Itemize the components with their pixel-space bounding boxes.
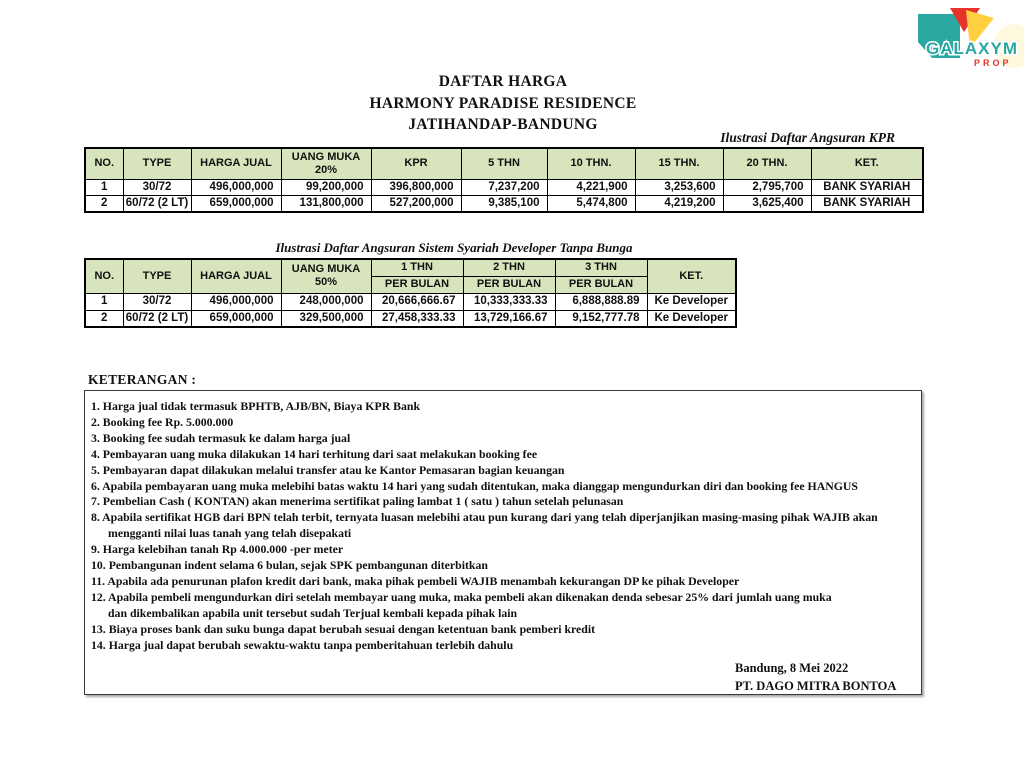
col-header-20thn: 20 THN.	[723, 148, 811, 179]
cell-kpr: 396,800,000	[371, 179, 461, 195]
keterangan-item-9: 9. Harga kelebihan tanah Rp 4.000.000 -per meter	[91, 542, 344, 557]
cell-5thn: 7,237,200	[461, 179, 547, 195]
cell-harga-jual: 659,000,000	[191, 310, 281, 327]
cell-harga-jual: 496,000,000	[191, 293, 281, 310]
keterangan-item-2: 2. Booking fee Rp. 5.000.000	[91, 414, 234, 429]
cell-uang-muka: 131,800,000	[281, 195, 371, 212]
cell-type: 60/72 (2 LT)	[123, 310, 191, 327]
keterangan-box	[84, 390, 922, 695]
keterangan-item-1: 1. Harga jual tidak termasuk BPHTB, AJB/BN, Biaya KPR Bank	[91, 399, 421, 413]
col-header-per-bulan-1: PER BULAN	[371, 276, 463, 293]
keterangan-item-12: 12. Apabila pembeli mengundurkan diri setelah membayar uang muka, maka pembeli akan dikenakan denda sebesar 25% dari jumlah uang muka	[91, 589, 832, 604]
cell-no: 2	[85, 310, 123, 327]
cell-no: 1	[85, 179, 123, 195]
col-header-ket: KET.	[811, 148, 923, 179]
cell-no: 2	[85, 195, 123, 212]
cell-type: 30/72	[123, 179, 191, 195]
keterangan-item-5: 5. Pembayaran dapat dilakukan melalui transfer atau ke Kantor Pemasaran bagian keuangan	[91, 462, 565, 477]
syariah-table-caption: Ilustrasi Daftar Angsuran Sistem Syariah Developer Tanpa Bunga	[275, 240, 633, 255]
keterangan-list	[85, 391, 921, 654]
cell-2thn: 13,729,166.67	[463, 310, 555, 327]
col-header-type: TYPE	[123, 259, 191, 293]
keterangan-item-12-continuation: dan dikembalikan apabila unit tersebut sudah Terjual kembali kepada pihak lain	[108, 605, 518, 620]
kpr-table-caption: Ilustrasi Daftar Angsuran KPR	[720, 130, 895, 145]
cell-3thn: 6,888,888.89	[555, 293, 647, 310]
cell-20thn: 2,795,700	[723, 179, 811, 195]
col-header-3thn: 3 THN	[555, 259, 647, 276]
cell-harga-jual: 659,000,000	[191, 195, 281, 212]
col-header-10thn: 10 THN.	[547, 148, 635, 179]
keterangan-item-14: 14. Harga jual dapat berubah sewaktu-waktu tanpa pemberitahuan terlebih dahulu	[91, 637, 514, 652]
doc-title-line2: HARMONY PARADISE RESIDENCE	[369, 94, 637, 112]
col-header-uang-muka-20: UANG MUKA 20%	[281, 148, 371, 179]
cell-1thn: 20,666,666.67	[371, 293, 463, 310]
table-row	[85, 195, 923, 212]
doc-title-line3: JATIHANDAP-BANDUNG	[408, 116, 598, 133]
cell-15thn: 3,253,600	[635, 179, 723, 195]
col-header-per-bulan-3: PER BULAN	[555, 276, 647, 293]
cell-2thn: 10,333,333.33	[463, 293, 555, 310]
col-header-2thn: 2 THN	[463, 259, 555, 276]
cell-10thn: 4,221,900	[547, 179, 635, 195]
cell-ket: Ke Developer	[647, 310, 736, 327]
galaxy-logo-icon	[910, 6, 1024, 68]
cell-ket: BANK SYARIAH	[811, 179, 923, 195]
document-title-block	[84, 71, 922, 136]
col-header-no: NO.	[85, 148, 123, 179]
col-header-kpr: KPR	[371, 148, 461, 179]
cell-uang-muka: 99,200,000	[281, 179, 371, 195]
col-header-15thn: 15 THN.	[635, 148, 723, 179]
signoff-company: PT. DAGO MITRA BONTOA	[735, 678, 897, 693]
col-header-1thn: 1 THN	[371, 259, 463, 276]
table-row	[85, 179, 923, 195]
cell-uang-muka: 248,000,000	[281, 293, 371, 310]
syariah-header-row-1	[85, 259, 736, 276]
keterangan-item-8-continuation: mengganti nilai luas tanah yang telah disepakati	[108, 526, 352, 541]
cell-10thn: 5,474,800	[547, 195, 635, 212]
table-row	[85, 310, 736, 327]
cell-1thn: 27,458,333.33	[371, 310, 463, 327]
cell-ket: BANK SYARIAH	[811, 195, 923, 212]
cell-kpr: 527,200,000	[371, 195, 461, 212]
cell-15thn: 4,219,200	[635, 195, 723, 212]
doc-title-line1: DAFTAR HARGA	[438, 73, 568, 90]
signoff-place-date: Bandung, 8 Mei 2022	[735, 661, 849, 675]
col-header-5thn: 5 THN	[461, 148, 547, 179]
cell-type: 30/72	[123, 293, 191, 310]
svg-text:GALAXYM: GALAXYM	[926, 39, 1018, 58]
col-header-harga-jual: HARGA JUAL	[191, 259, 281, 293]
col-header-no: NO.	[85, 259, 123, 293]
syariah-installment-table	[84, 258, 737, 328]
kpr-header-row	[85, 148, 923, 179]
cell-harga-jual: 496,000,000	[191, 179, 281, 195]
keterangan-item-6: 6. Apabila pembayaran uang muka melebihi batas waktu 14 hari yang sudah ditentukan, maka dianggap mengundurkan diri dan booking fee HANGUS	[91, 478, 858, 493]
keterangan-heading: KETERANGAN :	[88, 372, 197, 387]
keterangan-item-13: 13. Biaya proses bank dan suku bunga dapat berubah sesuai dengan ketentuan bank pemberi kredit	[91, 621, 596, 636]
table-row	[85, 293, 736, 310]
svg-text:PROP: PROP	[974, 58, 1012, 68]
cell-uang-muka: 329,500,000	[281, 310, 371, 327]
cell-ket: Ke Developer	[647, 293, 736, 310]
cell-20thn: 3,625,400	[723, 195, 811, 212]
cell-5thn: 9,385,100	[461, 195, 547, 212]
cell-type: 60/72 (2 LT)	[123, 195, 191, 212]
keterangan-item-11: 11. Apabila ada penurunan plafon kredit dari bank, maka pihak pembeli WAJIB menambah kekurangan DP ke pihak Developer	[91, 573, 740, 588]
cell-no: 1	[85, 293, 123, 310]
signoff-block	[735, 660, 896, 695]
keterangan-item-10: 10. Pembangunan indent selama 6 bulan, sejak SPK pembangunan diterbitkan	[91, 558, 488, 573]
col-header-harga-jual: HARGA JUAL	[191, 148, 281, 179]
keterangan-item-8: 8. Apabila sertifikat HGB dari BPN telah terbit, ternyata luasan melebihi atau pun kurang dari yang telah diperjanjikan masing-masing pihak WAJIB akan	[91, 510, 878, 525]
col-header-type: TYPE	[123, 148, 191, 179]
galaxy-prop-logo	[910, 6, 1024, 68]
keterangan-item-3: 3. Booking fee sudah termasuk ke dalam harga jual	[91, 430, 351, 445]
col-header-ket: KET.	[647, 259, 736, 293]
keterangan-item-7: 7. Pembelian Cash ( KONTAN) akan menerima sertifikat paling lambat 1 ( satu ) tahun setelah pelunasan	[91, 494, 624, 509]
col-header-per-bulan-2: PER BULAN	[463, 276, 555, 293]
keterangan-item-4: 4. Pembayaran uang muka dilakukan 14 hari terhitung dari saat melakukan booking fee	[91, 446, 538, 461]
col-header-uang-muka-50: UANG MUKA 50%	[281, 259, 371, 293]
kpr-installment-table	[84, 147, 924, 213]
cell-3thn: 9,152,777.78	[555, 310, 647, 327]
